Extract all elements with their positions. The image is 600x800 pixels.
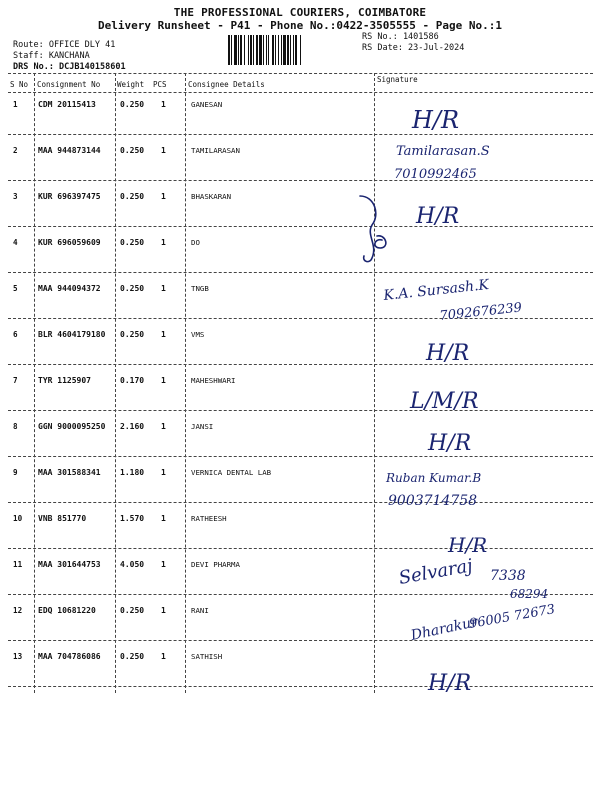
row-sno: 9 xyxy=(13,468,18,477)
signature-row-11-number: 7338 xyxy=(490,568,526,584)
row-pcs: 1 xyxy=(161,238,166,247)
row-sno: 5 xyxy=(13,284,18,293)
row-sno: 4 xyxy=(13,238,18,247)
row-weight: 0.170 xyxy=(120,376,145,385)
signature-row-12-name: Dharakur xyxy=(409,614,480,644)
col-header-signature: Signature xyxy=(377,75,418,84)
row-consignee: TNGB xyxy=(191,284,209,293)
row-consignee: VMS xyxy=(191,330,205,339)
row-divider xyxy=(8,456,593,457)
row-weight: 0.250 xyxy=(120,330,145,339)
row-weight: 0.250 xyxy=(120,192,145,201)
row-consignment-no: MAA 301588341 xyxy=(38,468,101,477)
col-divider xyxy=(374,73,375,693)
row-pcs: 1 xyxy=(161,422,166,431)
row-consignment-no: CDM 20115413 xyxy=(38,100,96,109)
col-divider xyxy=(34,73,35,693)
row-pcs: 1 xyxy=(161,514,166,523)
signature-row-5-name: K.A. Sursash.K xyxy=(382,276,490,304)
rs-number: RS No.: 1401586 xyxy=(362,32,439,42)
row-consignment-no: KUR 696059609 xyxy=(38,238,101,247)
row-sno: 6 xyxy=(13,330,18,339)
runsheet-subtitle: Delivery Runsheet - P41 - Phone No.:0422-3505555 - Page No.:1 xyxy=(98,19,502,32)
row-weight: 0.250 xyxy=(120,100,145,109)
row-consignee: RANI xyxy=(191,606,209,615)
row-consignee: DO xyxy=(191,238,200,247)
signature-row-10: H/R xyxy=(448,533,488,557)
row-divider xyxy=(8,410,593,411)
row-divider xyxy=(8,640,593,641)
signature-row-6: H/R xyxy=(426,341,470,366)
col-header-weight: Weight xyxy=(117,80,145,89)
row-divider xyxy=(8,686,593,687)
row-consignment-no: KUR 696397475 xyxy=(38,192,101,201)
row-pcs: 1 xyxy=(161,192,166,201)
barcode xyxy=(228,35,350,65)
row-pcs: 1 xyxy=(161,652,166,661)
signature-row-9-phone: 9003714758 xyxy=(388,493,478,509)
row-divider xyxy=(8,272,593,273)
row-pcs: 1 xyxy=(161,468,166,477)
row-consignment-no: VNB 851770 xyxy=(38,514,87,523)
staff-label: Staff: KANCHANA xyxy=(13,51,90,61)
row-consignee: MAHESHWARI xyxy=(191,376,236,385)
row-consignee: VERNICA DENTAL LAB xyxy=(191,468,272,477)
row-consignee: TAMILARASAN xyxy=(191,146,240,155)
row-divider xyxy=(8,594,593,595)
row-pcs: 1 xyxy=(161,376,166,385)
row-weight: 1.180 xyxy=(120,468,145,477)
row-pcs: 1 xyxy=(161,606,166,615)
row-divider xyxy=(8,548,593,549)
row-sno: 2 xyxy=(13,146,18,155)
row-sno: 11 xyxy=(13,560,23,569)
row-consignment-no: MAA 301644753 xyxy=(38,560,101,569)
signature-row-2-name: Tamilarasan.S xyxy=(396,144,490,159)
signature-row-3: H/R xyxy=(416,204,460,229)
signature-row-12-phone: 96005 72673 xyxy=(468,602,557,632)
row-sno: 3 xyxy=(13,192,18,201)
rs-date: RS Date: 23-Jul-2024 xyxy=(362,43,465,53)
row-weight: 0.250 xyxy=(120,238,145,247)
col-header-consignment: Consignment No xyxy=(37,80,101,89)
row-sno: 7 xyxy=(13,376,18,385)
row-divider xyxy=(8,318,593,319)
row-consignee: DEVI PHARMA xyxy=(191,560,240,569)
row-consignee: SATHISH xyxy=(191,652,223,661)
signature-row-1: H/R xyxy=(412,106,460,134)
row-divider xyxy=(8,502,593,503)
row-divider xyxy=(8,180,593,181)
row-consignment-no: BLR 4604179180 xyxy=(38,330,106,339)
signature-row-7: L/M/R xyxy=(410,389,479,414)
table-header-rule xyxy=(8,92,593,93)
row-weight: 0.250 xyxy=(120,146,145,155)
row-weight: 4.050 xyxy=(120,560,145,569)
row-weight: 0.250 xyxy=(120,652,145,661)
signature-row-11-number-2: 68294 xyxy=(510,587,549,601)
signature-row-5-phone: 7092676239 xyxy=(438,300,523,324)
row-sno: 10 xyxy=(13,514,23,523)
row-consignment-no: MAA 944873144 xyxy=(38,146,101,155)
row-divider xyxy=(8,134,593,135)
table-top-rule xyxy=(8,73,593,74)
row-divider xyxy=(8,364,593,365)
row-consignee: BHASKARAN xyxy=(191,192,232,201)
row-consignee: RATHEESH xyxy=(191,514,227,523)
row-pcs: 1 xyxy=(161,146,166,155)
row-consignment-no: GGN 9000095250 xyxy=(38,422,106,431)
signature-row-2-phone: 7010992465 xyxy=(394,167,477,182)
col-divider xyxy=(185,73,186,693)
row-sno: 12 xyxy=(13,606,23,615)
row-consignment-no: TYR 1125907 xyxy=(38,376,91,385)
row-weight: 1.570 xyxy=(120,514,145,523)
row-consignment-no: MAA 944094372 xyxy=(38,284,101,293)
row-consignee: GANESAN xyxy=(191,100,223,109)
col-header-consignee: Consignee Details xyxy=(188,80,265,89)
row-pcs: 1 xyxy=(161,100,166,109)
col-divider xyxy=(115,73,116,693)
row-pcs: 1 xyxy=(161,330,166,339)
company-title: THE PROFESSIONAL COURIERS, COIMBATORE xyxy=(173,6,427,19)
row-consignment-no: MAA 704786086 xyxy=(38,652,101,661)
col-header-pcs: PCS xyxy=(153,80,167,89)
row-weight: 0.250 xyxy=(120,606,145,615)
row-pcs: 1 xyxy=(161,284,166,293)
row-consignment-no: EDQ 10681220 xyxy=(38,606,96,615)
signature-row-13: H/R xyxy=(428,671,472,696)
route-label: Route: OFFICE DLY 41 xyxy=(13,40,116,50)
signature-row-11-name: Selvaraj xyxy=(397,555,475,589)
loop-stroke xyxy=(375,236,386,248)
row-sno: 1 xyxy=(13,100,18,109)
signature-row-9-name: Ruban Kumar.B xyxy=(386,471,482,485)
row-divider xyxy=(8,226,593,227)
row-sno: 8 xyxy=(13,422,18,431)
signature-row-8: H/R xyxy=(428,431,472,456)
row-weight: 0.250 xyxy=(120,284,145,293)
row-weight: 2.160 xyxy=(120,422,145,431)
col-header-sno: S No xyxy=(10,80,29,89)
row-sno: 13 xyxy=(13,652,23,661)
row-pcs: 1 xyxy=(161,560,166,569)
drs-number: DRS No.: DCJB140158601 xyxy=(13,62,126,72)
row-consignee: JANSI xyxy=(191,422,214,431)
